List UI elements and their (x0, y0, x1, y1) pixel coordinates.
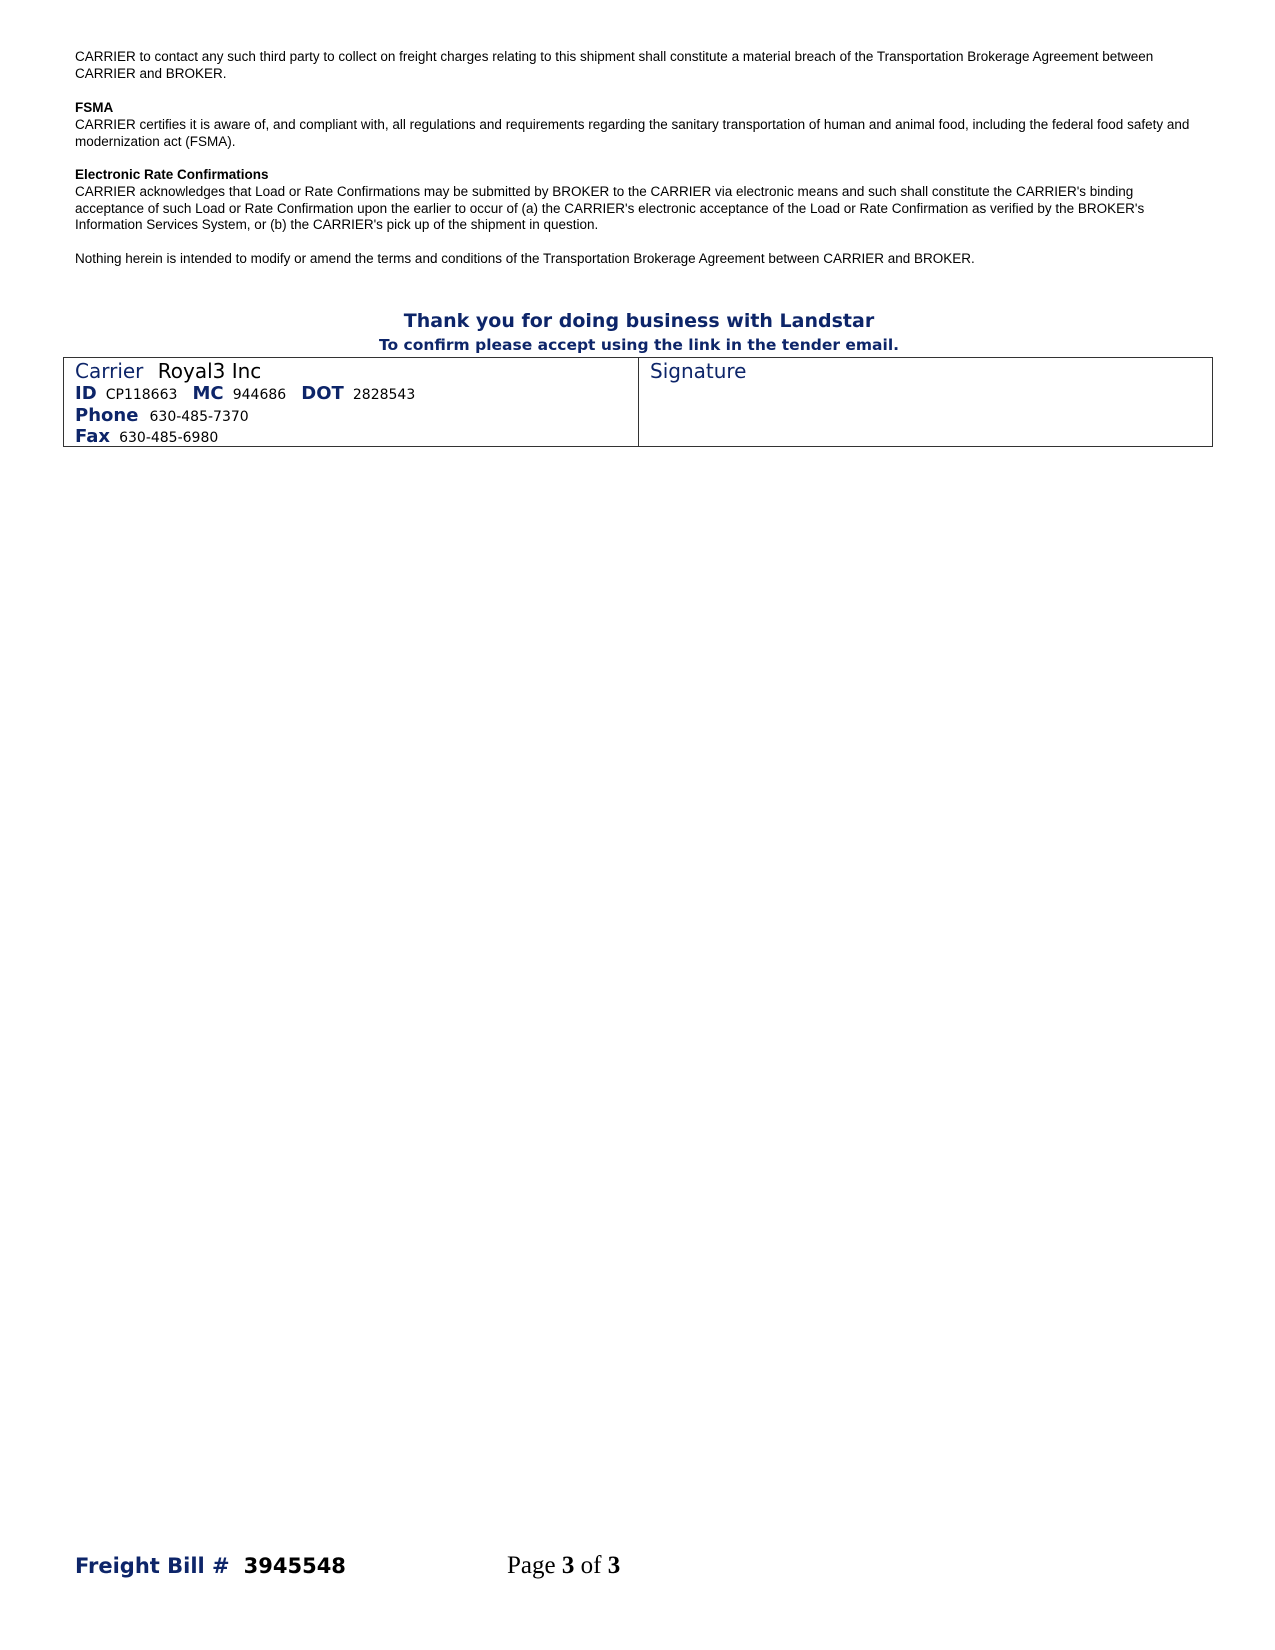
freight-bill-label: Freight Bill # (75, 1554, 230, 1578)
carrier-name: Royal3 Inc (157, 359, 262, 383)
terms-continuation-paragraph: CARRIER to contact any such third party to collect on freight charges relating to this shipment shall constitute a material breach of the Transportation Brokerage Agreement between CARRIER and BROKER. (75, 49, 1154, 81)
fsma-paragraph: CARRIER certifies it is aware of, and compliant with, all regulations and requirements regarding the sanitary transportation of human and animal food, including the federal food safety and modernization act (FSMA). (75, 117, 1190, 149)
phone-value: 630-485-7370 (149, 409, 249, 425)
signature-cell (639, 358, 1212, 446)
electronic-rate-confirmations-paragraph: CARRIER acknowledges that Load or Rate Confirmations may be submitted by BROKER to the CARRIER via electronic means and such shall constitute the CARRIER's binding acceptance of such Load or Rate Confirmation upon the earlier to occur of (a) the CARRIER's electronic acceptance of the Load or Rate Confirmation as verified by the BROKER's Information Services System, or (b) the CARRIER's pick up of the shipment in question. (75, 184, 1145, 233)
mc-value: 944686 (232, 387, 287, 403)
carrier-fax-row (75, 426, 218, 449)
confirm-instruction-heading: To confirm please accept using the link in the tender email. (378, 336, 900, 354)
phone-label: Phone (75, 405, 139, 426)
fax-label: Fax (75, 426, 110, 447)
electronic-rate-confirmations-heading: Electronic Rate Confirmations (75, 167, 269, 182)
page-number-footer (507, 1551, 620, 1581)
page-word: Page (507, 1552, 556, 1579)
carrier-signature-table (63, 357, 1213, 447)
fax-value: 630-485-6980 (119, 430, 219, 446)
page-total: 3 (607, 1552, 621, 1579)
page-current: 3 (561, 1552, 575, 1579)
dot-value: 2828543 (352, 387, 416, 403)
closing-statement-paragraph: Nothing herein is intended to modify or amend the terms and conditions of the Transportation Brokerage Agreement between CARRIER and BROKER. (75, 251, 975, 266)
fsma-heading: FSMA (75, 100, 114, 115)
carrier-name-row (75, 358, 261, 384)
id-label: ID (75, 383, 97, 404)
signature-label: Signature (650, 359, 747, 383)
freight-bill-number: 3945548 (243, 1554, 346, 1578)
carrier-info-cell (64, 358, 639, 446)
carrier-phone-row (75, 405, 249, 428)
id-value: CP118663 (105, 387, 178, 403)
dot-label: DOT (301, 383, 344, 404)
mc-label: MC (192, 383, 224, 404)
carrier-label: Carrier (75, 359, 144, 383)
page-of-word: of (580, 1552, 602, 1579)
freight-bill-footer (75, 1552, 346, 1580)
thank-you-heading: Thank you for doing business with Landstar (403, 310, 875, 332)
carrier-ids-row (75, 383, 415, 406)
